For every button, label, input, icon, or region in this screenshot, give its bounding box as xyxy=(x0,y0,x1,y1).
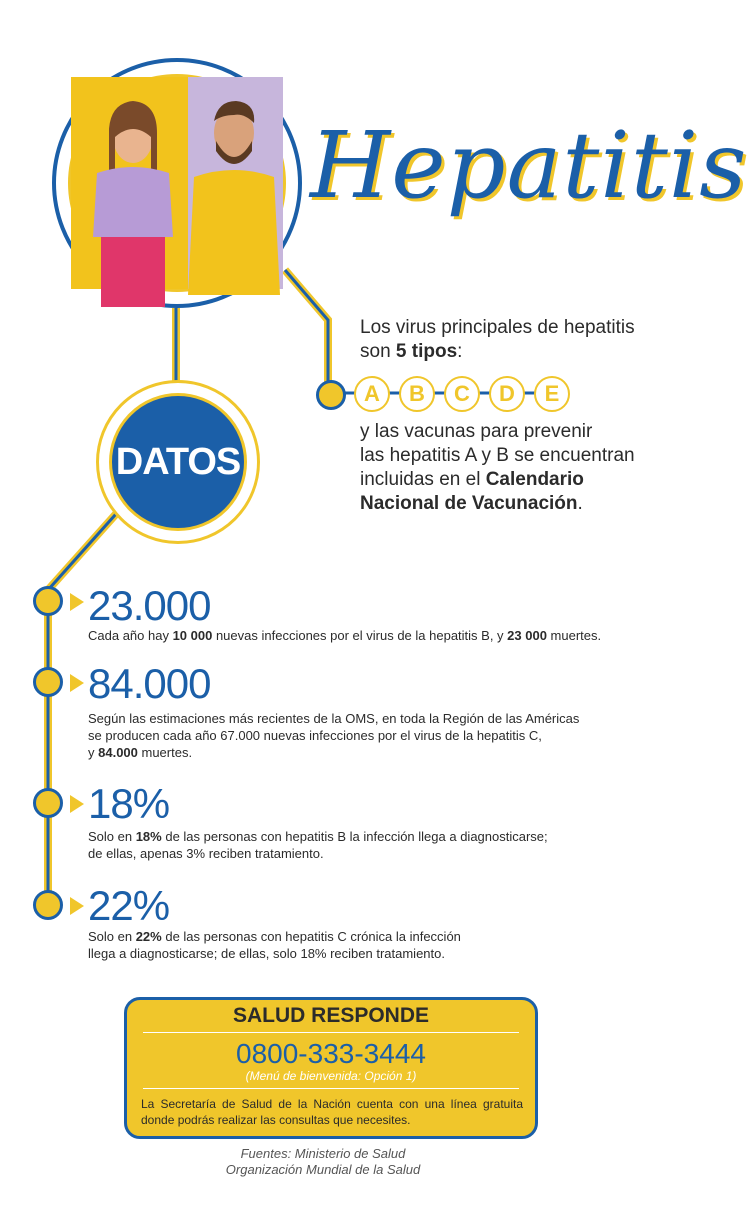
arrow-icon xyxy=(70,795,84,813)
vax-line-1: y las vacunas para prevenir xyxy=(360,421,593,442)
stat-2-line-2: se producen cada año 67.000 nuevas infecciones por el virus de la hepatitis C, xyxy=(88,728,542,743)
stat-4-l1-suffix: de las personas con hepatitis C crónica la infección xyxy=(161,929,461,944)
type-d-badge: D xyxy=(489,376,525,412)
page-title: Hepatitis xyxy=(310,112,747,219)
type-e-badge: E xyxy=(534,376,570,412)
stat-value-4: 22% xyxy=(88,882,170,929)
divider xyxy=(143,1088,519,1089)
intro-line-2-prefix: son xyxy=(360,341,396,362)
source-line-2: Organización Mundial de la Salud xyxy=(225,1162,421,1177)
intro-bold: 5 tipos xyxy=(395,341,458,362)
intro-line-1: Los virus principales de hepatitis xyxy=(360,317,635,338)
stat-4-l1-bold: 22% xyxy=(135,929,162,944)
stat-2-l3-bold: 84.000 xyxy=(98,745,138,760)
stat-4-l1-prefix: Solo en xyxy=(88,929,136,944)
letters-dot xyxy=(316,380,346,410)
arrow-icon xyxy=(70,593,84,611)
vax-line-4-bold: Nacional de Vacunación xyxy=(360,493,578,514)
stat-2-l3-suffix: muertes. xyxy=(137,745,193,760)
stat-value-1: 23.000 xyxy=(88,582,211,629)
stat-value-2: 84.000 xyxy=(88,660,211,707)
arrow-icon xyxy=(70,897,84,915)
photo-frame xyxy=(52,58,302,308)
stat-3-line-2: de ellas, apenas 3% reciben tratamiento. xyxy=(88,846,324,861)
vax-line-4-suffix: . xyxy=(577,493,583,514)
timeline-dot-1 xyxy=(33,586,63,616)
vax-line-2: las hepatitis A y B se encuentran xyxy=(360,445,635,466)
people-photo xyxy=(68,74,286,292)
stat-1-b1: 10 000 xyxy=(172,628,213,643)
stat-value-3: 18% xyxy=(88,780,170,827)
timeline-dot-4 xyxy=(33,890,63,920)
vax-line-3-prefix: incluidas en el xyxy=(360,469,486,490)
salud-responde-title: SALUD RESPONDE xyxy=(232,1004,430,1027)
type-b-badge: B xyxy=(399,376,435,412)
stat-1-p1: Cada año hay xyxy=(88,628,173,643)
photo-man-background xyxy=(188,77,283,289)
stat-3-l1-bold: 18% xyxy=(135,829,162,844)
vax-line-3-bold: Calendario xyxy=(485,469,584,490)
intro-line-2-suffix: : xyxy=(457,341,463,362)
stat-text-3 xyxy=(88,828,688,862)
datos-badge: DATOS xyxy=(109,393,247,531)
divider xyxy=(143,1032,519,1033)
vaccines-text xyxy=(360,420,690,516)
salud-responde-description: La Secretaría de Salud de la Nación cuenta con una línea gratuita donde podrás realizar las consultas que necesites. xyxy=(141,1097,523,1127)
type-c-badge: C xyxy=(444,376,480,412)
type-a-badge: A xyxy=(354,376,390,412)
datos-badge-ring xyxy=(96,380,260,544)
phone-menu-option: (Menú de bienvenida: Opción 1) xyxy=(245,1069,417,1083)
stat-3-l1-suffix: de las personas con hepatitis B la infección llega a diagnosticarse; xyxy=(161,829,548,844)
arrow-icon xyxy=(70,674,84,692)
stat-1-p2: nuevas infecciones por el virus de la hepatitis B, y xyxy=(212,628,508,643)
stat-2-l3-prefix: y xyxy=(88,745,99,760)
stat-3-l1-prefix: Solo en xyxy=(88,829,136,844)
source-line-1: Fuentes: Ministerio de Salud xyxy=(240,1146,406,1161)
stat-1-b2: 23 000 xyxy=(507,628,547,643)
phone-number-link[interactable]: 0800-333-3444 xyxy=(236,1038,426,1069)
stat-4-line-2: llega a diagnosticarse; de ellas, solo 18% reciben tratamiento. xyxy=(88,946,445,961)
timeline-dot-2 xyxy=(33,667,63,697)
stat-2-line-1: Según las estimaciones más recientes de la OMS, en toda la Región de las Américas xyxy=(88,711,580,726)
sources xyxy=(0,1146,646,1178)
stat-1-p3: muertes. xyxy=(546,628,602,643)
stat-text-4 xyxy=(88,928,688,962)
intro-text xyxy=(360,316,690,364)
salud-responde-box xyxy=(124,997,538,1139)
stat-text-1 xyxy=(88,627,688,644)
photo-woman-background xyxy=(71,77,188,289)
timeline-dot-3 xyxy=(33,788,63,818)
stat-text-2 xyxy=(88,710,688,761)
